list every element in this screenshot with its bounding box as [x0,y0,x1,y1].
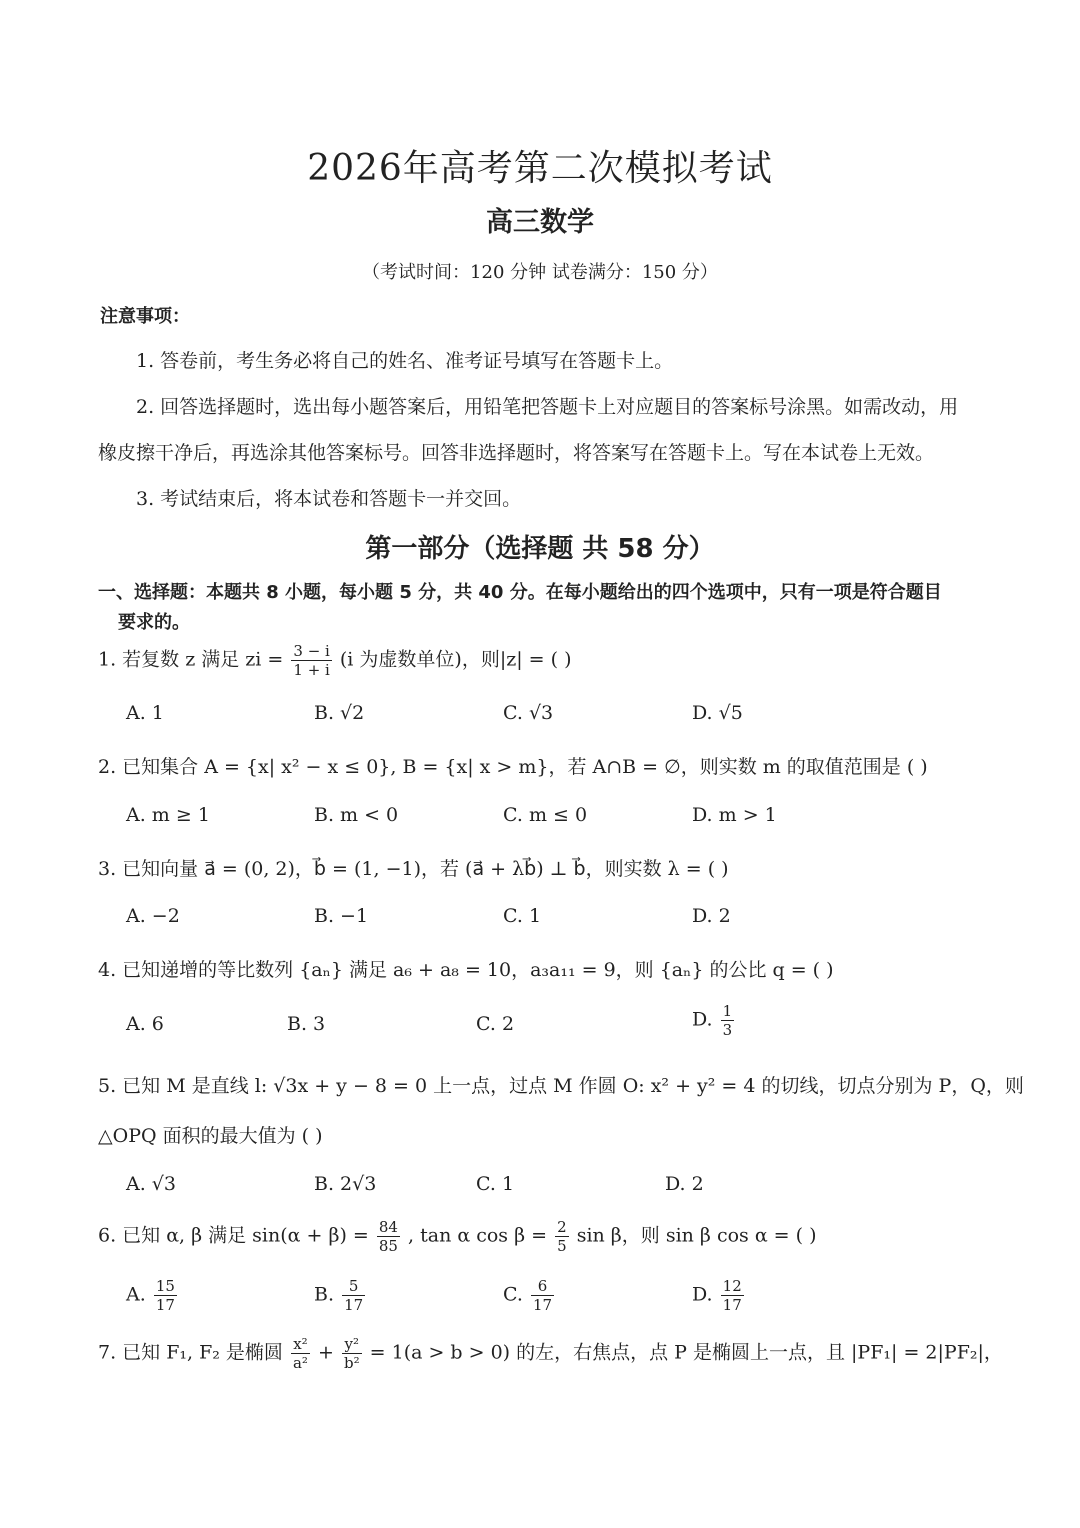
question-4: 4. 已知递增的等比数列 {aₙ} 满足 a₆ + a₈ = 10，a₃a₁₁ = 9，则 {aₙ} 的公比 q = ( ) [98,959,834,981]
notice-item-2-line-1: 2. 回答选择题时，选出每小题答案后，用铅笔把答题卡上对应题目的答案标号涂黑。如需改动，用 [136,396,959,418]
q1-option-d: D. √5 [692,702,743,724]
fraction-denominator: 17 [532,1296,553,1314]
question-6-pre: 6. 已知 α, β 满足 sin(α + β) = [98,1224,369,1247]
question-7-pre: 7. 已知 F₁, F₂ 是椭圆 [98,1341,283,1364]
question-5-line-1: 5. 已知 M 是直线 l: √3x + y − 8 = 0 上一点，过点 M 作圆 O: x² + y² = 4 的切线，切点分别为 P，Q，则 [98,1075,1024,1097]
question-1-fraction [291,642,331,679]
q6-option-d-label: D. [692,1283,713,1306]
question-6-fraction-2 [555,1218,569,1255]
question-1-post: (i 为虚数单位)，则|z| = ( ) [339,648,572,671]
fraction-denominator: a² [292,1354,308,1372]
fraction-numerator: 6 [531,1277,554,1296]
q5-option-a: A. √3 [126,1173,176,1195]
section-one-line-2: 要求的。 [118,612,190,633]
question-5-line-2: △OPQ 面积的最大值为 ( ) [98,1125,323,1147]
q4-option-a: A. 6 [126,1013,164,1035]
subject-title: 高三数学 [486,207,594,238]
q6-option-c-fraction [531,1277,554,1314]
fraction-denominator: 5 [557,1237,567,1255]
fraction-denominator: 17 [155,1296,175,1314]
fraction-numerator: 84 [378,1218,398,1236]
part-one-heading: 第一部分（选择题 共 58 分） [365,534,715,564]
question-1 [98,642,572,679]
question-7-fraction-2 [342,1335,362,1372]
fraction-denominator: 17 [722,1296,742,1314]
q6-option-d-fraction [721,1277,744,1314]
q6-option-d [692,1277,746,1314]
question-3: 3. 已知向量 a⃗ = (0, 2)，b⃗ = (1, −1)，若 (a⃗ + λb⃗) ⊥ b⃗，则实数 λ = ( ) [98,858,729,880]
question-7 [98,1335,1003,1372]
question-7-fraction-1 [291,1335,310,1372]
q6-option-a-fraction [154,1277,177,1314]
q2-option-a: A. m ≥ 1 [126,804,210,826]
section-one-heading [98,578,978,638]
fraction-numerator: 2 [557,1218,567,1236]
q6-option-c-label: C. [503,1283,523,1306]
notice-item-2-line-2: 橡皮擦干净后，再选涂其他答案标号。回答非选择题时，将答案写在答题卡上。写在本试卷上无效。 [98,442,935,464]
q4-option-c: C. 2 [476,1013,515,1035]
q6-option-a [126,1277,179,1314]
fraction-denominator: 1 + i [293,661,330,679]
q2-option-d: D. m > 1 [692,804,777,826]
fraction-numerator: 15 [155,1277,175,1295]
q3-option-a: A. −2 [126,905,180,927]
q4-option-d-fraction [721,1002,735,1039]
fraction-numerator: x² [291,1335,310,1354]
fraction-numerator: 12 [722,1277,742,1295]
fraction-denominator: 85 [378,1237,398,1255]
notice-heading: 注意事项： [100,306,190,327]
q3-option-c: C. 1 [503,905,542,927]
q1-option-b: B. √2 [314,702,365,724]
q2-option-c: C. m ≤ 0 [503,804,588,826]
q3-option-d: D. 2 [692,905,731,927]
q4-option-d-label: D. [692,1008,713,1031]
q6-option-b-fraction [342,1277,365,1314]
notice-item-3: 3. 考试结束后，将本试卷和答题卡一并交回。 [136,488,522,510]
q4-option-d [692,1002,736,1039]
q6-option-a-label: A. [126,1283,146,1306]
fraction-denominator: b² [343,1354,360,1372]
fraction-denominator: 17 [344,1296,364,1314]
question-2: 2. 已知集合 A = {x| x² − x ≤ 0}, B = {x| x > m}，若 A∩B = ∅，则实数 m 的取值范围是 ( ) [98,756,928,778]
q1-option-a: A. 1 [126,702,164,724]
q5-option-c: C. 1 [476,1173,515,1195]
fraction-denominator: 3 [722,1021,733,1039]
q1-option-c: C. √3 [503,702,554,724]
question-7-post: = 1(a > b > 0) 的左，右焦点，点 P 是椭圆上一点，且 |PF₁| = 2|PF₂|， [369,1341,1003,1364]
q4-option-b: B. 3 [287,1013,326,1035]
question-1-pre: 1. 若复数 z 满足 zi = [98,648,284,671]
notice-item-1: 1. 答卷前，考生务必将自己的姓名、准考证号填写在答题卡上。 [136,350,674,372]
q3-option-b: B. −1 [314,905,369,927]
question-6 [98,1218,817,1255]
q2-option-b: B. m < 0 [314,804,399,826]
question-6-mid: , tan α cos β = [408,1224,548,1247]
question-6-fraction-1 [377,1218,400,1255]
question-6-post: sin β，则 sin β cos α = ( ) [576,1224,817,1247]
exam-title: 2026年高考第二次模拟考试 [307,148,773,189]
q5-option-b: B. 2√3 [314,1173,377,1195]
question-7-plus: + [318,1341,334,1364]
q6-option-b-label: B. [314,1283,335,1306]
fraction-numerator: y² [342,1335,362,1354]
exam-info: （考试时间：120 分钟 试卷满分：150 分） [362,262,718,283]
fraction-numerator: 5 [342,1277,365,1296]
fraction-numerator: 3 − i [293,642,330,660]
section-one-line-1: 一、选择题：本题共 8 小题，每小题 5 分，共 40 分。在每小题给出的四个选项中，只有一项是符合题目 [98,582,942,603]
fraction-numerator: 1 [722,1002,733,1020]
q6-option-c [503,1277,556,1314]
q5-option-d: D. 2 [665,1173,704,1195]
q6-option-b [314,1277,367,1314]
